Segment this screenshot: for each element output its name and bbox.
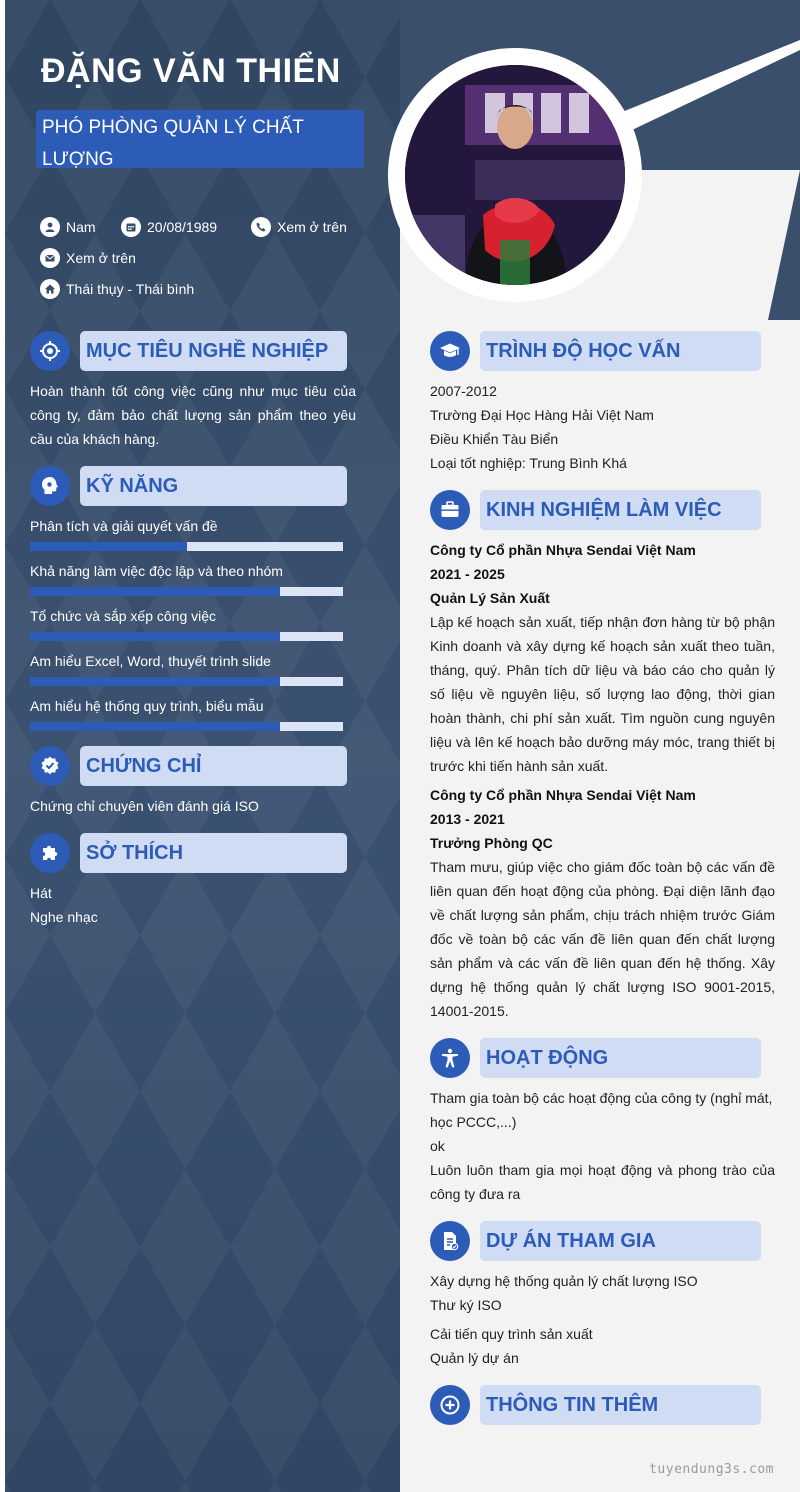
certificate-item: Chứng chỉ chuyên viên đánh giá ISO bbox=[30, 798, 259, 814]
skill-bar-track bbox=[30, 677, 343, 686]
certificate-section-icon bbox=[30, 746, 70, 786]
phone-value: Xem ở trên bbox=[277, 219, 347, 235]
job-period: 2013 - 2021 bbox=[430, 811, 505, 827]
education-major: Điều Khiển Tàu Biển bbox=[430, 431, 559, 447]
skill-bar-track bbox=[30, 542, 343, 551]
skill-bar-fill bbox=[30, 587, 280, 596]
job-description: Lập kế hoạch sản xuất, tiếp nhận đơn hàng từ bộ phận Kinh doanh và xây dựng kế hoạch sản xuất theo tuần, tháng, quý. Phân tích dữ liệu và báo cáo cho quản lý số liệu về nguyên liệu, số lượng lao động, thời gian hoàn thành, chi phí sản xuất. Tìm nguồn cung nguyên liệu và lên kế hoạch bảo dưỡng máy móc, trang thiết bị trước khi tiến hành sản xuất. bbox=[430, 614, 775, 774]
skill-bar-fill bbox=[30, 677, 280, 686]
hobby-item: Nghe nhạc bbox=[30, 909, 98, 925]
education-section-icon bbox=[430, 331, 470, 371]
certificates-heading: CHỨNG CHỈ bbox=[80, 746, 347, 786]
education-grade: Loại tốt nghiệp: Trung Bình Khá bbox=[430, 455, 627, 471]
candidate-name: ĐẶNG VĂN THIỂN bbox=[41, 52, 341, 90]
activities-heading: HOẠT ĐỘNG bbox=[480, 1038, 761, 1078]
projects-heading: DỰ ÁN THAM GIA bbox=[480, 1221, 761, 1261]
project-name: Xây dựng hệ thống quản lý chất lượng ISO bbox=[430, 1273, 698, 1289]
skill-bar-track bbox=[30, 722, 343, 731]
experience-section-icon bbox=[430, 490, 470, 530]
avatar bbox=[405, 65, 625, 285]
education-years: 2007-2012 bbox=[430, 383, 497, 399]
skills-section-icon bbox=[30, 466, 70, 506]
projects-section-icon bbox=[430, 1221, 470, 1261]
skills-heading: KỸ NĂNG bbox=[80, 466, 347, 506]
watermark: tuyendung3s.com bbox=[649, 1462, 774, 1477]
phone-icon bbox=[251, 217, 271, 237]
extra-info-heading: THÔNG TIN THÊM bbox=[480, 1385, 761, 1425]
activities-section-icon bbox=[430, 1038, 470, 1078]
project-name: Cải tiến quy trình sản xuất bbox=[430, 1326, 593, 1342]
info-email bbox=[40, 248, 136, 268]
calendar-icon bbox=[121, 217, 141, 237]
home-icon bbox=[40, 279, 60, 299]
experience-heading: KINH NGHIỆM LÀM VIỆC bbox=[480, 490, 761, 530]
skill-bar-fill bbox=[30, 632, 280, 641]
email-icon bbox=[40, 248, 60, 268]
project-role: Thư ký ISO bbox=[430, 1297, 502, 1313]
objective-text: Hoàn thành tốt công việc cũng như mục tiêu của công ty, đảm bảo chất lượng sản phẩm theo yêu cầu của khách hàng. bbox=[30, 383, 356, 447]
skill-label: Khả năng làm việc độc lập và theo nhóm bbox=[30, 563, 283, 579]
skill-label: Tổ chức và sắp xếp công việc bbox=[30, 608, 217, 624]
hobbies-heading: SỞ THÍCH bbox=[80, 833, 347, 873]
job-position: Quản Lý Sản Xuất bbox=[430, 590, 550, 606]
skill-bar-fill bbox=[30, 542, 187, 551]
job-company: Công ty Cổ phần Nhựa Sendai Việt Nam bbox=[430, 787, 696, 803]
skill-bar-track bbox=[30, 587, 343, 596]
objective-section-icon bbox=[30, 331, 70, 371]
activity-item: Tham gia toàn bộ các hoạt động của công ty (nghỉ mát, học PCCC,...) bbox=[430, 1090, 773, 1130]
activity-item: Luôn luôn tham gia mọi hoạt động và phong trào của công ty đưa ra bbox=[430, 1162, 775, 1202]
hobby-item: Hát bbox=[30, 885, 52, 901]
education-school: Trường Đại Học Hàng Hải Việt Nam bbox=[430, 407, 654, 423]
skill-label: Am hiểu Excel, Word, thuyết trình slide bbox=[30, 653, 271, 669]
hobbies-section-icon bbox=[30, 833, 70, 873]
address-value: Thái thụy - Thái bình bbox=[66, 281, 195, 297]
info-birthday bbox=[121, 217, 217, 237]
extra-info-section-icon bbox=[430, 1385, 470, 1425]
skill-label: Phân tích và giải quyết vấn đề bbox=[30, 518, 218, 534]
education-heading: TRÌNH ĐỘ HỌC VẤN bbox=[480, 331, 761, 371]
email-value: Xem ở trên bbox=[66, 250, 136, 266]
job-company: Công ty Cổ phần Nhựa Sendai Việt Nam bbox=[430, 542, 696, 558]
gender-value: Nam bbox=[66, 219, 96, 235]
left-shade bbox=[5, 980, 400, 1492]
info-address bbox=[40, 279, 194, 299]
project-role: Quản lý dự án bbox=[430, 1350, 519, 1366]
skill-bar-track bbox=[30, 632, 343, 641]
job-period: 2021 - 2025 bbox=[430, 566, 505, 582]
user-icon bbox=[40, 217, 60, 237]
skill-bar-fill bbox=[30, 722, 280, 731]
objective-heading: MỤC TIÊU NGHỀ NGHIỆP bbox=[80, 331, 347, 371]
info-gender bbox=[40, 217, 96, 237]
job-position: Trưởng Phòng QC bbox=[430, 835, 553, 851]
skill-label: Am hiểu hệ thống quy trình, biểu mẫu bbox=[30, 698, 264, 714]
birthday-value: 20/08/1989 bbox=[147, 219, 218, 235]
job-title: PHÓ PHÒNG QUẢN LÝ CHẤT LƯỢNG bbox=[36, 110, 364, 168]
info-phone bbox=[251, 217, 347, 237]
activity-item: ok bbox=[430, 1138, 445, 1154]
job-description: Tham mưu, giúp việc cho giám đốc toàn bộ các vấn đề liên quan đến hoạt động của phòng. Đại diện lãnh đạo về chất lượng sản phẩm, chịu trách nhiệm trước Giám đốc về toàn bộ các vấn đề liên quan đến chất lượng sản phẩm và các vấn đề liên quan đến hệ thống. Xây dựng hệ thống quản lý chất lượng ISO 9001-2015, 14001-2015. bbox=[430, 859, 775, 1019]
